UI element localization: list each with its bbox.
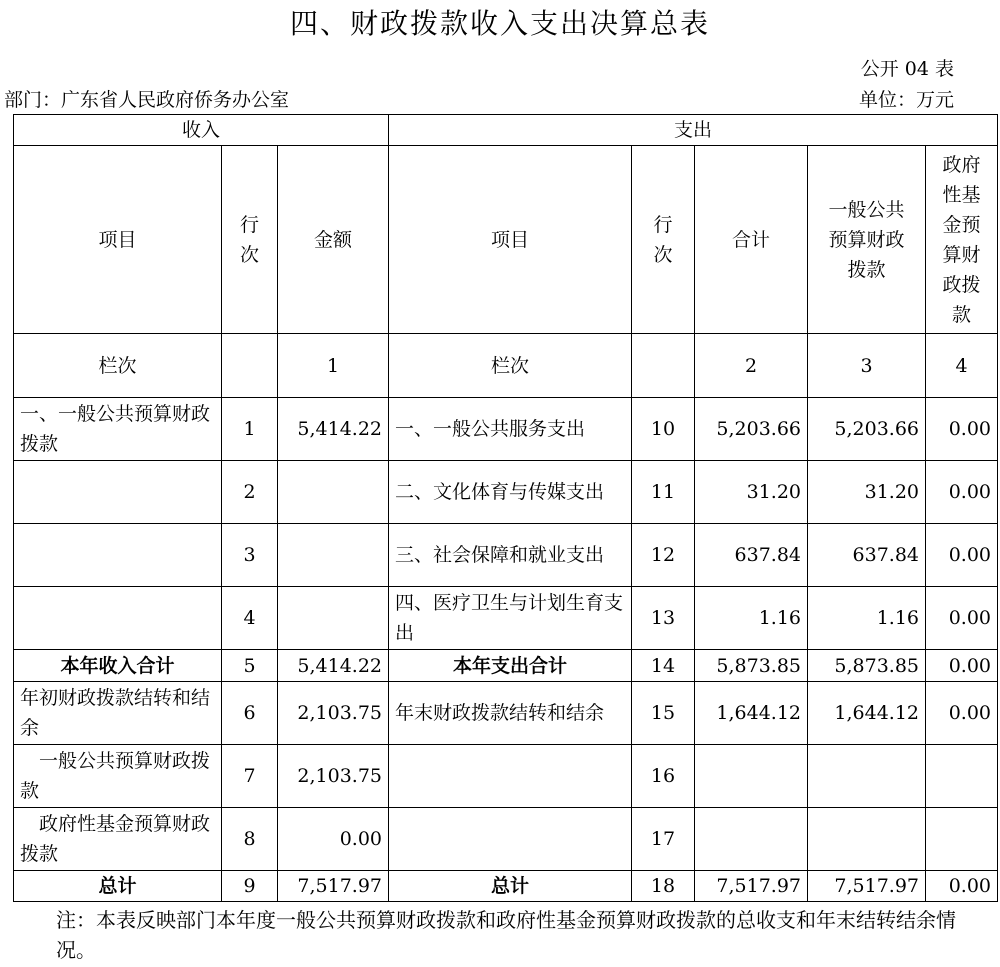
col-income-line-label: 行次: [239, 213, 259, 266]
index-fund: 4: [926, 334, 998, 398]
expense-general-cell: 5,873.85: [808, 650, 926, 682]
index-label-expense: 栏次: [389, 334, 632, 398]
income-amount-cell: 2,103.75: [278, 745, 389, 808]
income-item-cell: [14, 524, 222, 587]
expense-total-cell: 637.84: [695, 524, 808, 587]
expense-total-cell: 5,873.85: [695, 650, 808, 682]
income-item-cell: 本年收入合计: [14, 650, 222, 682]
table-row: [14, 650, 998, 682]
unit-label: 单位：万元: [858, 89, 954, 111]
expense-item-cell: [389, 745, 632, 808]
expense-fund-cell: 0.00: [926, 524, 998, 587]
index-general: 3: [808, 334, 926, 398]
expense-item-cell: [389, 808, 632, 871]
income-amount-cell: 0.00: [278, 808, 389, 871]
income-amount-cell: 2,103.75: [278, 682, 389, 745]
income-line-cell: 9: [222, 871, 278, 902]
table-row: [14, 461, 998, 524]
col-general-budget: [808, 146, 926, 334]
col-expense-line: [632, 146, 695, 334]
table-row: [14, 398, 998, 461]
expense-general-cell: [808, 808, 926, 871]
expense-fund-cell: 0.00: [926, 682, 998, 745]
income-header: 收入: [14, 115, 389, 146]
income-amount-cell: 7,517.97: [278, 871, 389, 902]
form-number: 公开 04 表: [860, 58, 954, 80]
expense-fund-cell: 0.00: [926, 871, 998, 902]
index-label-income: 栏次: [14, 334, 222, 398]
income-item-cell: [14, 587, 222, 650]
expense-total-cell: [695, 745, 808, 808]
income-amount-cell: [278, 461, 389, 524]
index-income-amount: 1: [278, 334, 389, 398]
expense-line-cell: 10: [632, 398, 695, 461]
col-expense-line-label: 行次: [653, 213, 673, 266]
income-line-cell: 3: [222, 524, 278, 587]
expense-general-cell: 1.16: [808, 587, 926, 650]
col-gov-fund: [926, 146, 998, 334]
income-line-cell: 7: [222, 745, 278, 808]
income-item-cell: [14, 461, 222, 524]
expense-fund-cell: [926, 745, 998, 808]
expense-line-cell: 18: [632, 871, 695, 902]
column-index-row: [14, 334, 998, 398]
expense-item-cell: 总计: [389, 871, 632, 902]
expense-fund-cell: 0.00: [926, 398, 998, 461]
expense-total-cell: 1,644.12: [695, 682, 808, 745]
expense-fund-cell: 0.00: [926, 587, 998, 650]
income-amount-cell: 5,414.22: [278, 650, 389, 682]
expense-general-cell: 1,644.12: [808, 682, 926, 745]
col-income-item: 项目: [14, 146, 222, 334]
column-header-row: [14, 146, 998, 334]
income-line-cell: 2: [222, 461, 278, 524]
table-row: [14, 871, 998, 902]
expense-item-cell: 四、医疗卫生与计划生育支出: [389, 587, 632, 650]
expense-general-cell: 5,203.66: [808, 398, 926, 461]
income-line-cell: 1: [222, 398, 278, 461]
col-expense-total: 合计: [695, 146, 808, 334]
budget-table: [13, 114, 998, 902]
table-row: [14, 745, 998, 808]
income-item-cell: 一般公共预算财政拨款: [14, 745, 222, 808]
income-line-cell: 5: [222, 650, 278, 682]
income-item-cell: 政府性基金预算财政拨款: [14, 808, 222, 871]
expense-line-cell: 13: [632, 587, 695, 650]
footnote: 注：本表反映部门本年度一般公共预算财政拨款和政府性基金预算财政拨款的总收支和年末结转结余情况。: [56, 908, 956, 962]
expense-line-cell: 16: [632, 745, 695, 808]
expense-header: 支出: [389, 115, 998, 146]
expense-total-cell: 5,203.66: [695, 398, 808, 461]
income-item-cell: 年初财政拨款结转和结余: [14, 682, 222, 745]
col-general-budget-label: 一般公共预算财政拨款: [828, 198, 905, 281]
income-item-cell: 一、一般公共预算财政拨款: [14, 398, 222, 461]
expense-general-cell: 637.84: [808, 524, 926, 587]
expense-total-cell: 31.20: [695, 461, 808, 524]
table-row: [14, 682, 998, 745]
expense-fund-cell: 0.00: [926, 650, 998, 682]
income-item-cell: 总计: [14, 871, 222, 902]
expense-item-cell: 本年支出合计: [389, 650, 632, 682]
expense-total-cell: [695, 808, 808, 871]
expense-general-cell: 7,517.97: [808, 871, 926, 902]
income-amount-cell: [278, 587, 389, 650]
page-title: 四、财政拨款收入支出决算总表: [289, 7, 710, 40]
department-label: 部门：广东省人民政府侨务办公室: [4, 89, 290, 111]
expense-line-cell: 15: [632, 682, 695, 745]
index-blank-expense-line: [632, 334, 695, 398]
index-blank-income-line: [222, 334, 278, 398]
section-header-row: [14, 115, 998, 146]
expense-total-cell: 1.16: [695, 587, 808, 650]
expense-item-cell: 年末财政拨款结转和结余: [389, 682, 632, 745]
expense-item-cell: 二、文化体育与传媒支出: [389, 461, 632, 524]
table-row: [14, 587, 998, 650]
col-income-line: [222, 146, 278, 334]
expense-line-cell: 14: [632, 650, 695, 682]
income-amount-cell: [278, 524, 389, 587]
col-expense-item: 项目: [389, 146, 632, 334]
expense-general-cell: 31.20: [808, 461, 926, 524]
expense-line-cell: 12: [632, 524, 695, 587]
col-gov-fund-label: 政府性基金预算财政拨款: [942, 153, 981, 326]
expense-item-cell: 一、一般公共服务支出: [389, 398, 632, 461]
income-amount-cell: 5,414.22: [278, 398, 389, 461]
expense-general-cell: [808, 745, 926, 808]
income-line-cell: 8: [222, 808, 278, 871]
expense-total-cell: 7,517.97: [695, 871, 808, 902]
data-rows: [14, 398, 998, 902]
income-line-cell: 6: [222, 682, 278, 745]
expense-fund-cell: 0.00: [926, 461, 998, 524]
income-line-cell: 4: [222, 587, 278, 650]
expense-fund-cell: [926, 808, 998, 871]
table-row: [14, 808, 998, 871]
expense-line-cell: 17: [632, 808, 695, 871]
col-income-amount: 金额: [278, 146, 389, 334]
expense-item-cell: 三、社会保障和就业支出: [389, 524, 632, 587]
expense-line-cell: 11: [632, 461, 695, 524]
table-row: [14, 524, 998, 587]
index-total: 2: [695, 334, 808, 398]
